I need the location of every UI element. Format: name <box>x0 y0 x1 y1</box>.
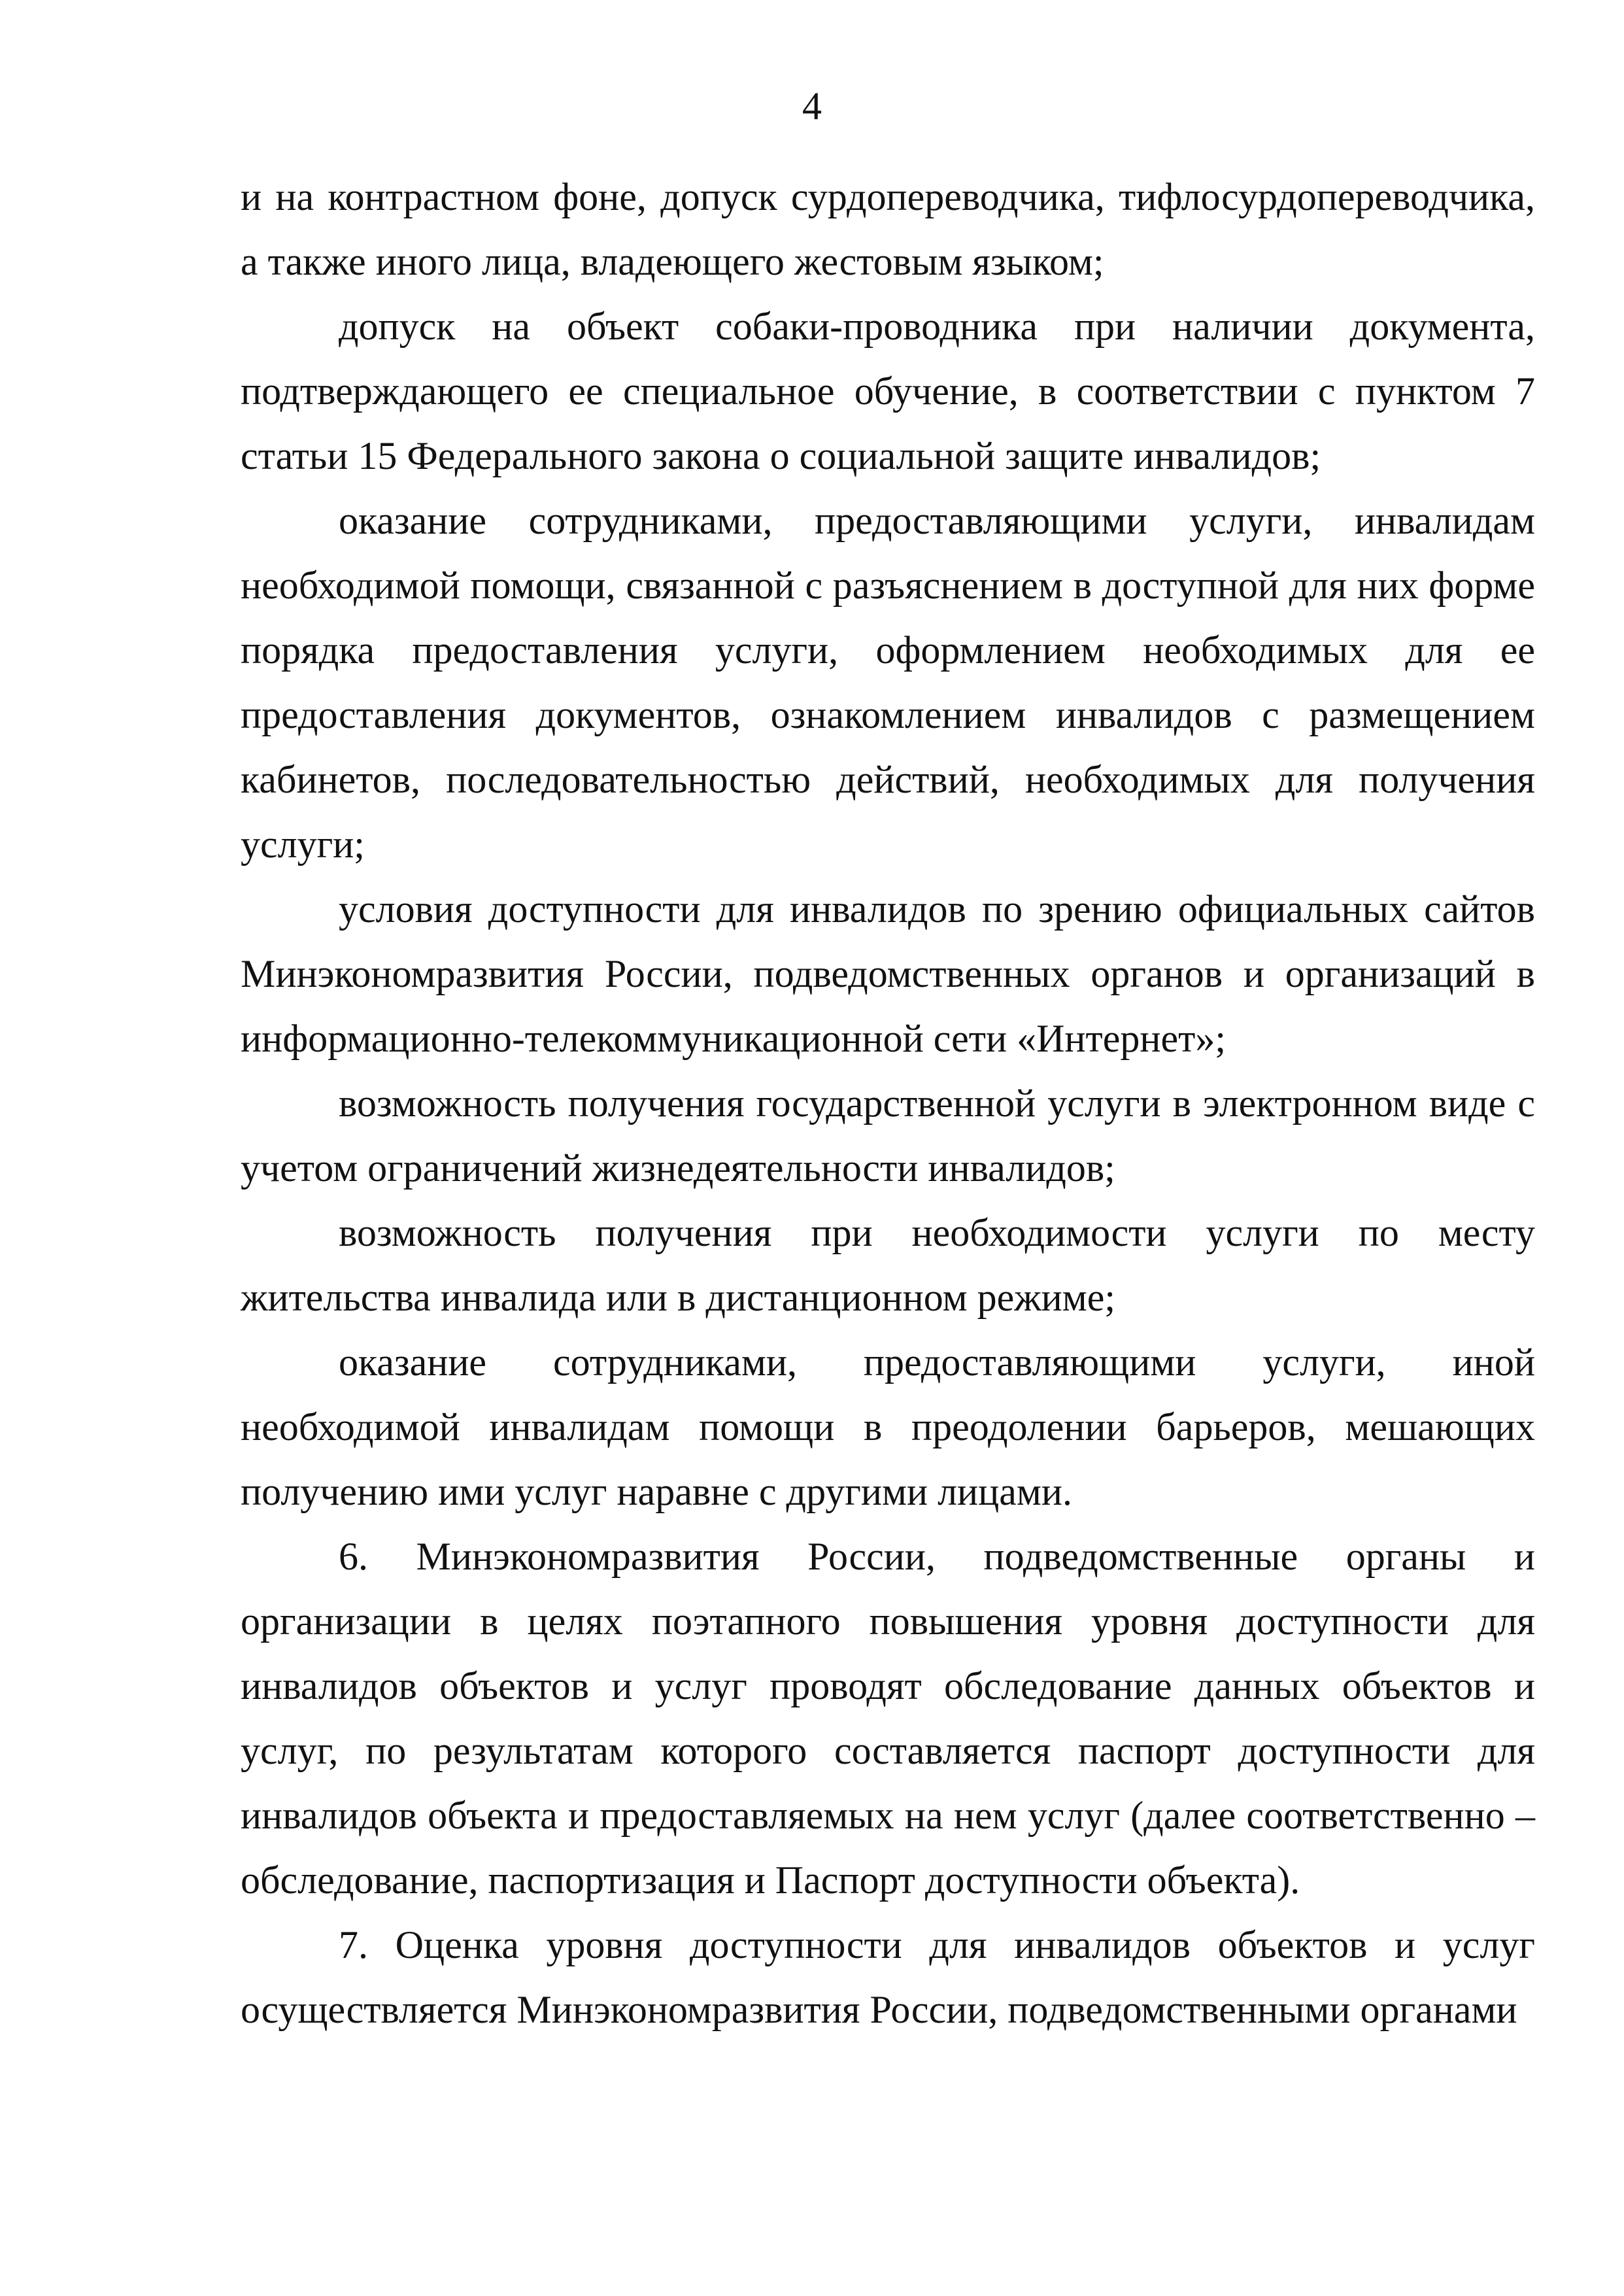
paragraph-section-6: 6. Минэкономразвития России, подведомственные органы и организации в целях поэтапного повышения уровня доступности для инвалидов объектов и услуг проводят обследование данных объектов и услуг, по результатам которого составляется паспорт доступности для инвалидов объекта и предоставляемых на нем услуг (далее соответственно – обследование, паспортизация и Паспорт доступности объекта). <box>241 1535 1535 1902</box>
paragraph-section-7: 7. Оценка уровня доступности для инвалидов объектов и услуг осуществляется Минэкономразвития России, подведомственными органами <box>241 1923 1535 2031</box>
paragraph-remote-service: возможность получения при необходимости услуги по месту жительства инвалида или в дистанционном режиме; <box>241 1211 1535 1319</box>
paragraph-electronic-service: возможность получения государственной услуги в электронном виде с учетом ограничений жизнедеятельности инвалидов; <box>241 1082 1535 1190</box>
paragraph-continuation: и на контрастном фоне, допуск сурдопереводчика, тифлосурдопереводчика, а также иного лица, владеющего жестовым языком; <box>241 175 1535 283</box>
page-number: 4 <box>802 84 822 128</box>
document-body <box>241 165 1535 2042</box>
paragraph-website-accessibility: условия доступности для инвалидов по зрению официальных сайтов Минэкономразвития России, подведомственных органов и организаций в информационно-телекоммуникационной сети «Интернет»; <box>241 887 1535 1060</box>
paragraph-guide-dog: допуск на объект собаки-проводника при наличии документа, подтверждающего ее специальное обучение, в соответствии с пунктом 7 статьи 15 Федерального закона о социальной защите инвалидов; <box>241 305 1535 477</box>
paragraph-staff-assistance: оказание сотрудниками, предоставляющими услуги, инвалидам необходимой помощи, связанной с разъяснением в доступной для них форме порядка предоставления услуги, оформлением необходимых для ее предоставления документов, ознакомлением инвалидов с размещением кабинетов, последовательностью действий, необходимых для получения услуги; <box>241 499 1535 866</box>
paragraph-barrier-assistance: оказание сотрудниками, предоставляющими услуги, иной необходимой инвалидам помощи в преодолении барьеров, мешающих получению ими услуг наравне с другими лицами. <box>241 1341 1535 1513</box>
